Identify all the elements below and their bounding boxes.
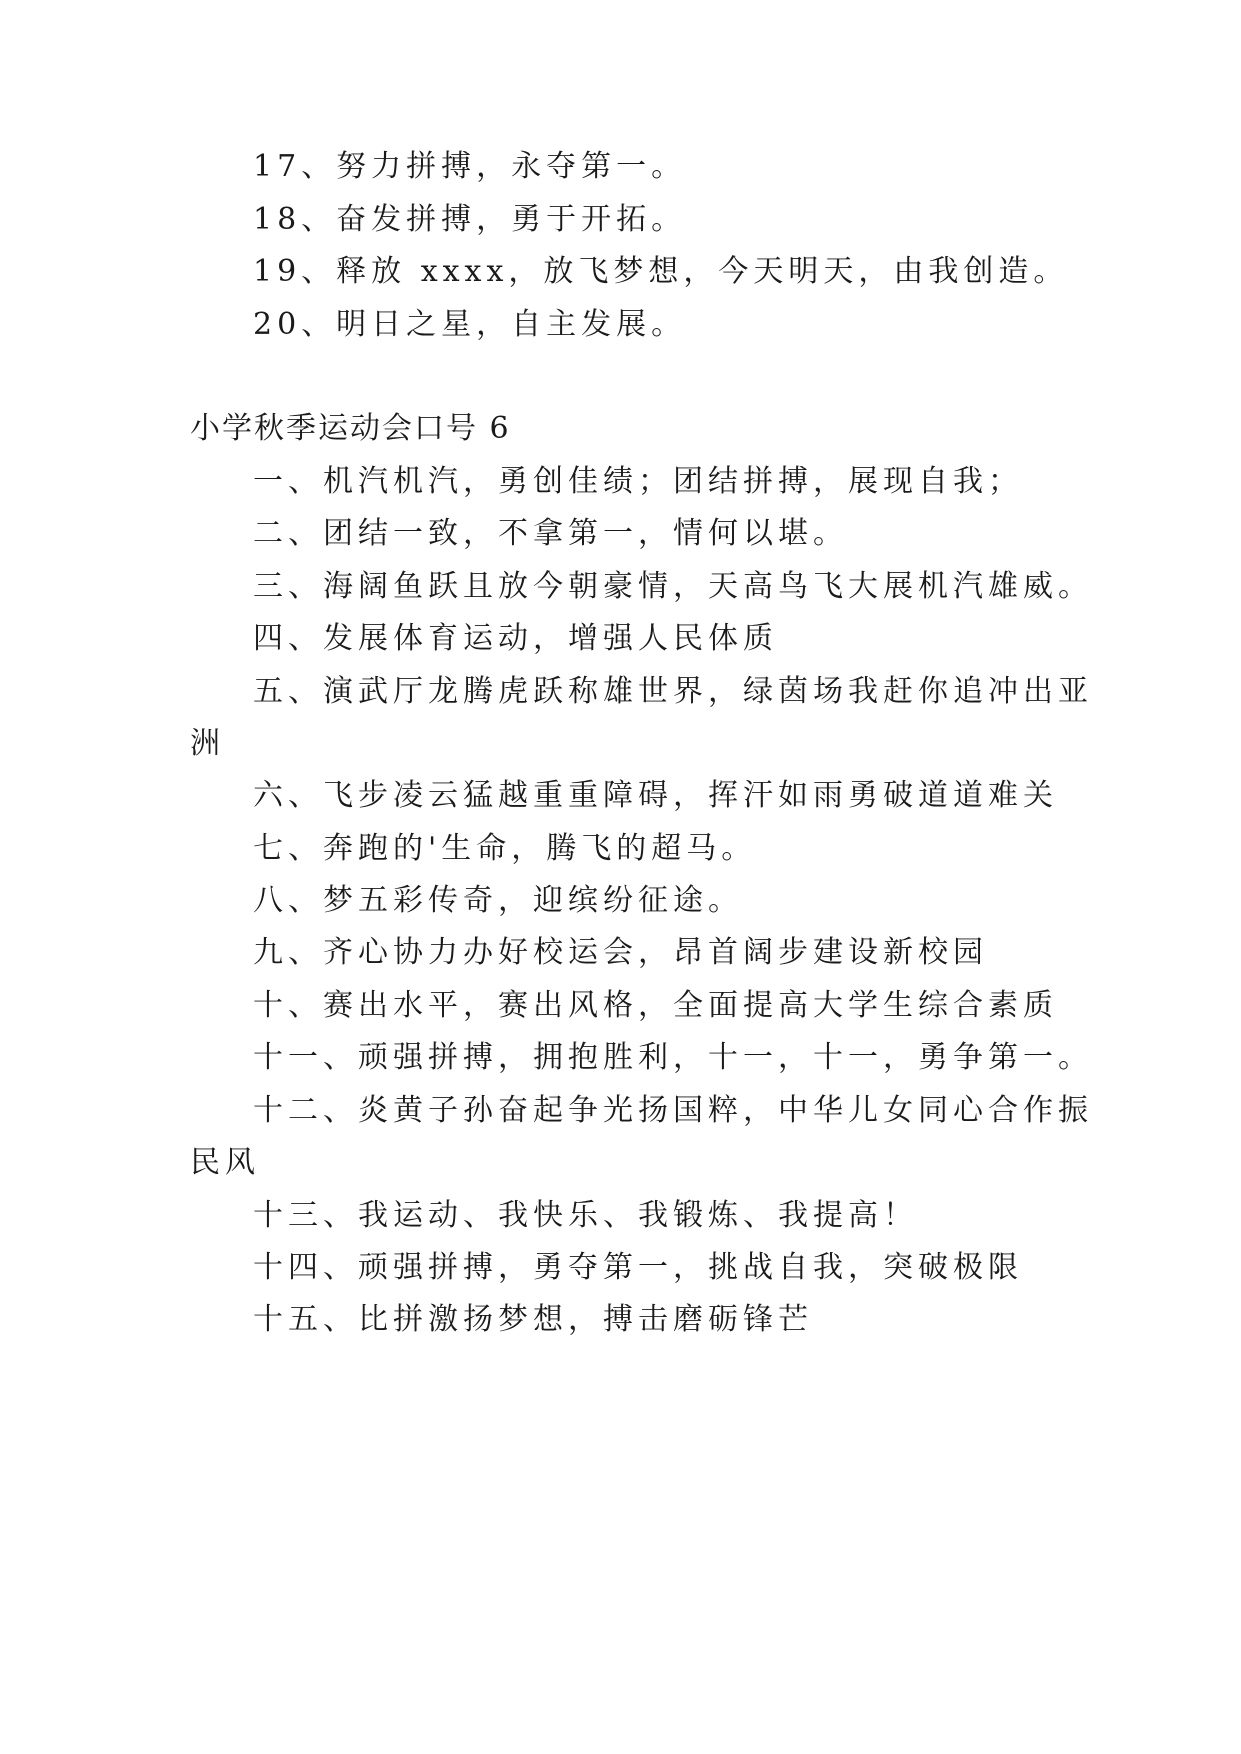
slogan-line: 二、团结一致，不拿第一，情何以堪。: [253, 516, 848, 551]
slogan-line: 十四、顽强拼搏，勇夺第一，挑战自我，突破极限: [253, 1250, 1023, 1285]
slogan-line: 九、齐心协力办好校运会，昂首阔步建设新校园: [253, 935, 988, 970]
slogan-line: 四、发展体育运动，增强人民体质: [253, 621, 778, 656]
slogan-line-18: 18、奋发拼搏，勇于开拓。: [253, 202, 687, 237]
slogan-line: 三、海阔鱼跃且放今朝豪情，天高鸟飞大展机汽雄威。: [253, 569, 1093, 604]
slogan-line: 十二、炎黄子孙奋起争光扬国粹，中华儿女同心合作振: [253, 1093, 1093, 1128]
slogan-line: 一、机汽机汽，勇创佳绩；团结拼搏，展现自我；: [253, 464, 1023, 499]
slogan-line: 六、飞步凌云猛越重重障碍，挥汗如雨勇破道道难关: [253, 778, 1058, 813]
slogan-line: 八、梦五彩传奇，迎缤纷征途。: [253, 883, 743, 918]
slogan-line: 七、奔跑的'生命，腾飞的超马。: [253, 831, 757, 866]
slogan-line: 十三、我运动、我快乐、我锻炼、我提高！: [253, 1198, 918, 1233]
section-title: 小学秋季运动会口号 6: [190, 411, 511, 446]
slogan-line-17: 17、努力拼搏，永夺第一。: [253, 149, 687, 184]
slogan-line: 十、赛出水平，赛出风格，全面提高大学生综合素质: [253, 988, 1058, 1023]
slogan-line-continuation: 洲: [190, 726, 225, 761]
slogan-line-20: 20、明日之星，自主发展。: [253, 307, 687, 342]
slogan-line-continuation: 民风: [190, 1145, 260, 1180]
slogan-line: 十一、顽强拼搏，拥抱胜利，十一，十一，勇争第一。: [253, 1040, 1093, 1075]
slogan-line: 五、演武厅龙腾虎跃称雄世界，绿茵场我赶你追冲出亚: [253, 674, 1093, 709]
slogan-line: 十五、比拼激扬梦想，搏击磨砺锋芒: [253, 1302, 813, 1337]
slogan-line-19: 19、释放 xxxx，放飞梦想，今天明天，由我创造。: [253, 254, 1069, 289]
